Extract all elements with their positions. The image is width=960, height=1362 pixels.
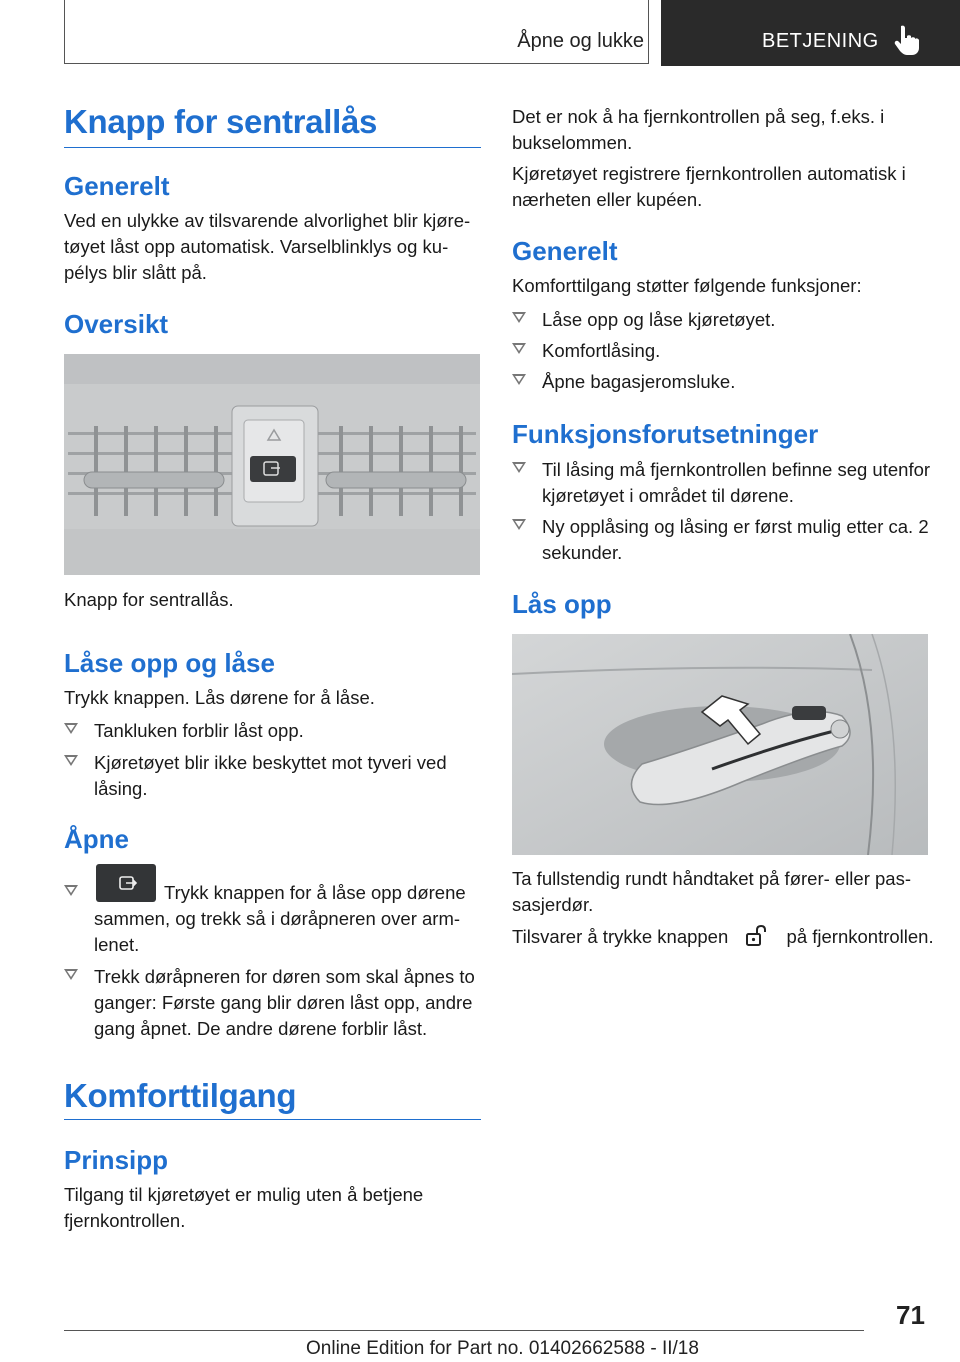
header-section-title: Åpne og lukke [517, 30, 644, 52]
funksjon-heading: Funksjonsforutsetninger [512, 419, 819, 449]
bullet-triangle-icon [512, 462, 526, 473]
page-title: Knapp for sentrallås [64, 103, 378, 140]
bullet-triangle-icon [512, 343, 526, 354]
figure1-caption: Knapp for sentrallås. [64, 589, 234, 610]
generelt-text-right: Komforttilgang støtter følgende funksjoner: [512, 275, 862, 296]
central-lock-button-figure [64, 354, 480, 575]
list-item: Tankluken forblir låst opp. [64, 718, 482, 744]
central-lock-button-icon [96, 864, 156, 902]
prinsipp-text: Tilgang til kjøretøyet er mulig uten å betjene fjernkontrollen. [64, 1184, 424, 1231]
bullet-triangle-icon [64, 723, 78, 734]
generelt-text: Ved en ulykke av tilsvarende alvorlighet blir kjøretøyet låst opp automatisk. Varselblinklys og kupélys blir slått på. [64, 210, 471, 283]
list-item: Ny opplåsing og låsing er først mulig etter ca. 2 sekunder. [512, 514, 932, 566]
bullet-triangle-icon [64, 755, 78, 766]
list-item: Trykk knappen for å låse opp dørene sammen, og trekk så i døråpneren over armlenet. [64, 880, 482, 958]
list-item: Åpne bagasjeromsluke. [512, 369, 932, 395]
komfort-rule [64, 1119, 481, 1120]
page-number: 71 [896, 1300, 925, 1330]
list-item: Komfortlåsing. [512, 338, 932, 364]
lase-text: Trykk knappen. Lås dørene for å låse. [64, 687, 375, 708]
komfort-title: Komforttilgang [64, 1077, 297, 1114]
prinsipp-heading: Prinsipp [64, 1145, 169, 1175]
footer-rule [64, 1330, 864, 1331]
apne-heading: Åpne [64, 824, 129, 854]
list-item: Låse opp og låse kjøretøyet. [512, 307, 932, 333]
bullet-triangle-icon [512, 374, 526, 385]
bullet-triangle-icon [512, 519, 526, 530]
title-rule [64, 147, 481, 148]
intro-text-2: Kjøretøyet registrere fjernkontrollen automatisk i nærheten eller kupéen. [512, 163, 906, 210]
footer-edition: Online Edition for Part no. 01402662588 - II/18 [306, 1338, 699, 1359]
door-handle-figure [512, 634, 928, 855]
bullet-triangle-icon [64, 969, 78, 980]
generelt-heading: Generelt [64, 171, 170, 201]
list-item: Trekk døråpneren for døren som skal åpnes to ganger: Første gang blir døren låst opp, andre gang åpnet. De andre dørene forblir låst. [64, 964, 482, 1042]
pointing-hand-icon [893, 24, 923, 56]
intro-text-1: Det er nok å ha fjernkontrollen på seg, f.eks. i bukselommen. [512, 106, 885, 153]
list-item: Kjøretøyet blir ikke beskyttet mot tyveri ved låsing. [64, 750, 482, 802]
lase-heading: Låse opp og låse [64, 648, 275, 678]
lasopp-text-2: Tilsvarer å trykke knappen på fjernkontrollen. [512, 926, 934, 947]
list-item: Til låsing må fjernkontrollen befinne seg utenfor kjøretøyet i området til dørene. [512, 457, 932, 509]
lasopp-heading: Lås opp [512, 589, 612, 619]
padlock-open-icon [737, 925, 777, 947]
bullet-triangle-icon [512, 312, 526, 323]
generelt-heading-right: Generelt [512, 236, 618, 266]
header-chapter-title: BETJENING [762, 30, 879, 52]
lasopp-text-1: Ta fullstendig rundt håndtaket på fører- eller passasjerdør. [512, 868, 911, 915]
oversikt-heading: Oversikt [64, 309, 169, 339]
bullet-triangle-icon [64, 885, 78, 896]
